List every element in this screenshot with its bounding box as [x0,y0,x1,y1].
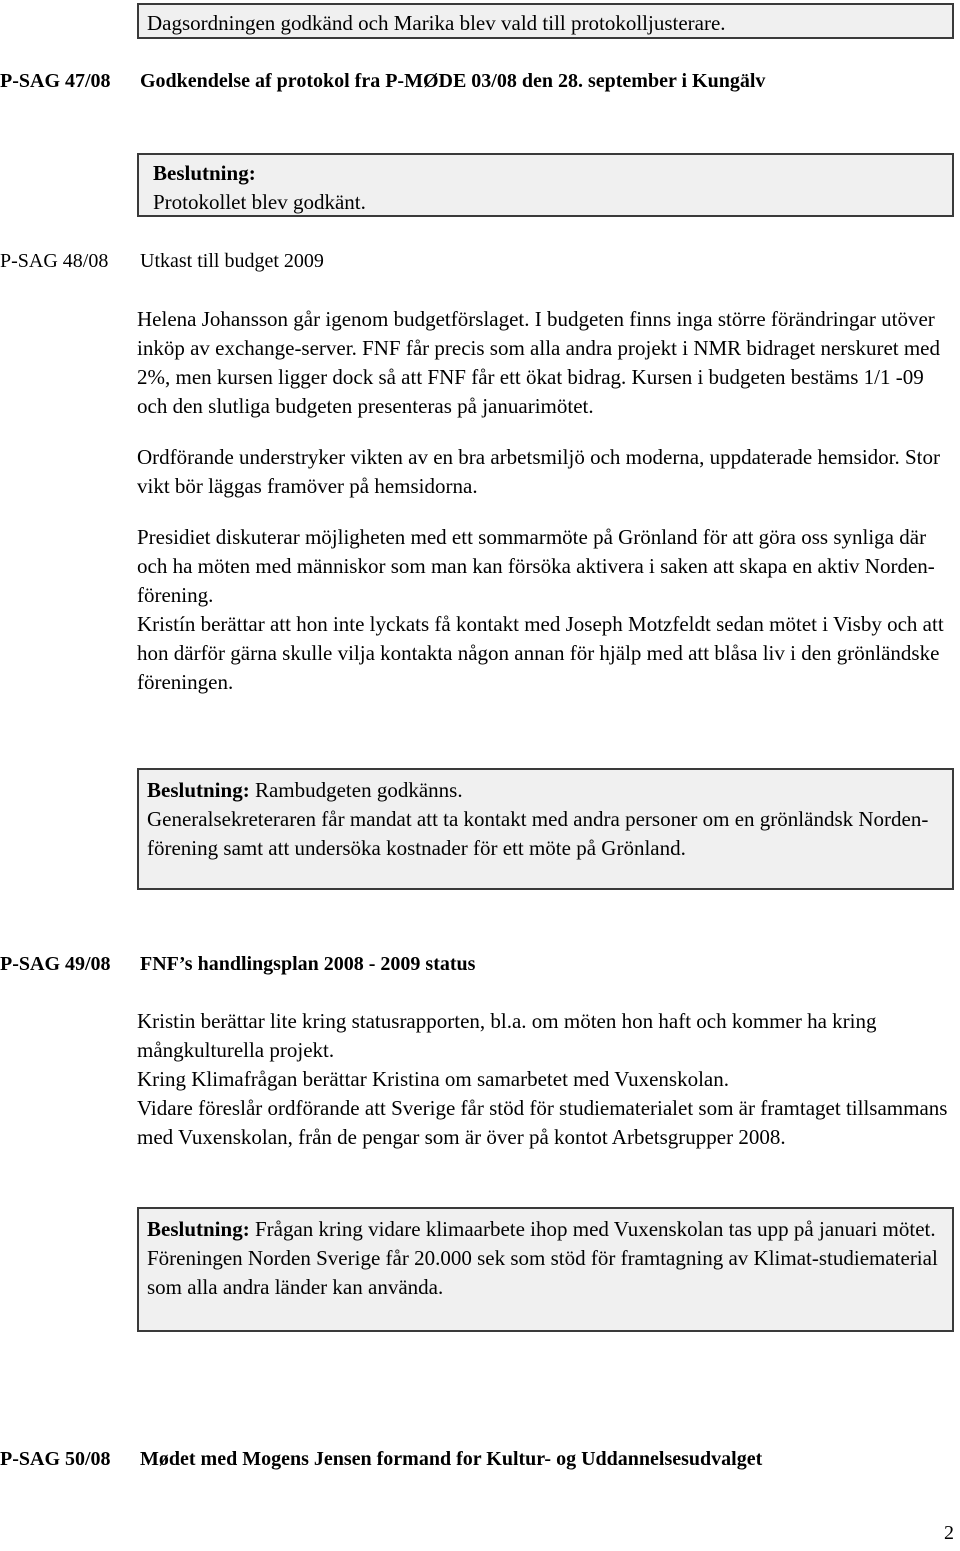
sag49-paragraph: Kring Klimafrågan berättar Kristina om samarbetet med Vuxenskolan. [137,1067,729,1091]
agenda-approval-box [137,3,954,39]
sag47-title: Godkendelse af protokol fra P-MØDE 03/08 den 28. september i Kungälv [140,70,766,92]
sag49-decision-box [137,1207,954,1332]
sag48-decision-box [137,768,954,890]
sag47-decision-text: Protokollet blev godkänt. [153,190,366,214]
agenda-approval-text: Dagsordningen godkänd och Marika blev vald till protokolljusterare. [147,11,726,35]
sag50-number: P-SAG 50/08 [0,1448,111,1470]
sag47-decision-label: Beslutning: [153,161,256,185]
sag48-paragraph: Ordförande understryker vikten av en bra arbetsmiljö och moderna, uppdaterade hemsidor. Stor vikt bör läggas framöver på hemsidorna. [137,445,940,498]
sag49-title: FNF’s handlingsplan 2008 - 2009 status [140,953,476,975]
sag49-decision-text2: Föreningen Norden Sverige får 20.000 sek som stöd för framtagning av Klimat-studiematerial som alla andra länder kan använda. [147,1246,938,1299]
sag49-decision-label: Beslutning: [147,1217,250,1241]
sag48-number: P-SAG 48/08 [0,250,109,272]
sag49-paragraph: Vidare föreslår ordförande att Sverige får stöd för studiematerialet som är framtaget tillsammans med Vuxenskolan, från de pengar som är över på kontot Arbetsgrupper 2008. [137,1096,948,1149]
sag48-paragraph: Presidiet diskuterar möjligheten med ett sommarmöte på Grönland för att göra oss synliga där och ha möten med människor som man kan försöka aktivera i saken att skapa en aktiv Norden-förening. [137,525,935,607]
sag48-decision-text2: Generalsekreteraren får mandat att ta kontakt med andra personer om en grönländsk Norden-förening samt att undersöka kostnader för ett möte på Grönland. [147,807,929,860]
sag48-title: Utkast till budget 2009 [140,250,324,272]
sag49-body [137,1007,952,1152]
sag48-body [137,305,952,697]
sag48-paragraph: Kristín berättar att hon inte lyckats få kontakt med Joseph Motzfeldt sedan mötet i Visby och att hon därför gärna skulle vilja kontakta någon annan för hjälp med att blåsa liv i den grönländske föreningen. [137,612,944,694]
sag49-decision-text: Frågan kring vidare klimaarbete ihop med Vuxenskolan tas upp på januari mötet. [249,1217,936,1241]
sag49-number: P-SAG 49/08 [0,953,111,975]
sag48-decision-label: Beslutning: [147,778,250,802]
sag48-paragraph: Helena Johansson går igenom budgetförslaget. I budgeten finns inga större förändringar utöver inköp av exchange-server. FNF får precis som alla andra projekt i NMR bidraget nerskuret med 2%, men kursen ligger dock så att FNF får ett ökat bidrag. Kursen i budgeten bestäms 1/1 -09 och den slutliga budgeten presenteras på januarimötet. [137,307,941,418]
sag50-title: Mødet med Mogens Jensen formand for Kultur- og Uddannelsesudvalget [140,1448,763,1470]
sag47-number: P-SAG 47/08 [0,70,111,92]
sag47-decision-box [137,153,954,217]
sag50-heading [0,1448,762,1471]
sag48-heading [0,250,324,273]
sag49-paragraph: Kristin berättar lite kring statusrapporten, bl.a. om möten hon haft och kommer ha kring mångkulturella projekt. [137,1009,877,1062]
sag49-heading [0,953,475,976]
page-number: 2 [944,1522,954,1544]
sag47-heading [0,70,765,93]
sag48-decision-text: Rambudgeten godkänns. [249,778,463,802]
